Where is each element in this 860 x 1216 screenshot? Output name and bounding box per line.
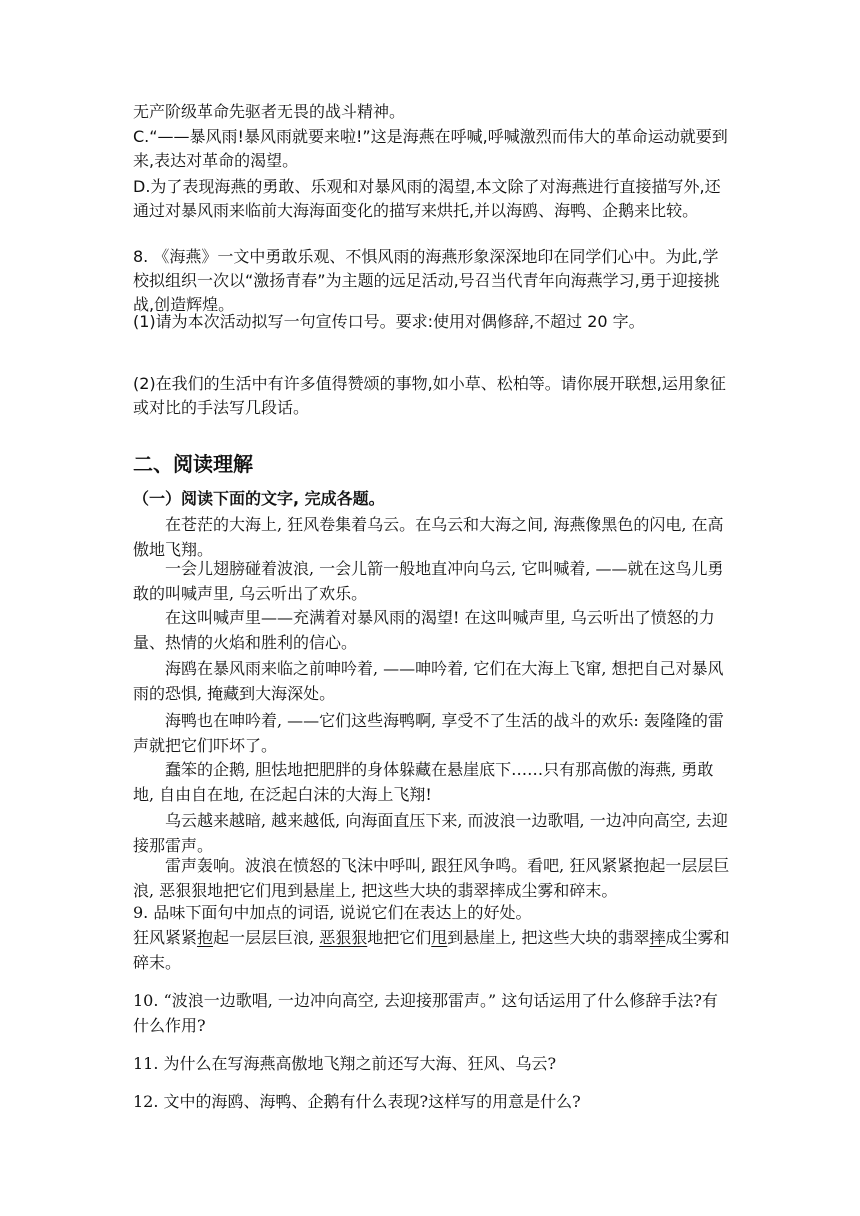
question-8: 8. 《海燕》一文中勇敢乐观、不惧风雨的海燕形象深深地印在同学们心中。为此,学校拟组织一次以“激扬青春”为主题的远足活动,号召当代青年向海燕学习,勇于迎接挑战,创造辉煌。 xyxy=(133,247,720,314)
passage-paragraph: 蠢笨的企鹅, 胆怯地把肥胖的身体躲藏在悬崖底下……只有那高傲的海燕, 勇敢地, 自由自在地, 在泛起白沫的大海上飞翔! xyxy=(133,760,714,804)
section-heading-reading: 二、阅读理解 xyxy=(133,452,253,476)
passage-paragraph: 海鸭也在呻吟着, ——它们这些海鸭啊, 享受不了生活的战斗的欢乐: 轰隆隆的雷声就把它们吓坏了。 xyxy=(133,711,724,755)
keyword-shuai2: 摔 xyxy=(649,928,666,947)
option-d: D.为了表现海燕的勇敢、乐观和对暴风雨的渴望,本文除了对海燕进行直接描写外,还通过对暴风雨来临前大海海面变化的描写来烘托,并以海鸥、海鸭、企鹅来比较。 xyxy=(133,177,721,220)
keyword-bao: 抱 xyxy=(197,928,214,947)
question-8-part-1: (1)请为本次活动拟写一句宣传口号。要求:使用对偶修辞,不超过 20 字。 xyxy=(133,312,645,331)
option-c: C.“——暴风雨!暴风雨就要来啦!”这是海燕在呼喊,呼喊激烈而伟大的革命运动就要到来,表达对革命的渴望。 xyxy=(133,127,728,170)
question-8-part-2: (2)在我们的生活中有许多值得赞颂的事物,如小草、松柏等。请你展开联想,运用象征或对比的手法写几段话。 xyxy=(133,374,726,417)
passage-instruction: （一）阅读下面的文字, 完成各题。 xyxy=(133,489,385,508)
question-9-sentence: 狂风紧紧抱起一层层巨浪, 恶狠狠地把它们甩到悬崖上, 把这些大块的翡翠摔成尘雾和碎末。 xyxy=(133,928,730,972)
passage-paragraph: 在苍茫的大海上, 狂风卷集着乌云。在乌云和大海之间, 海燕像黑色的闪电, 在高傲地飞翔。 xyxy=(133,515,724,559)
passage-paragraph: 雷声轰响。波浪在愤怒的飞沫中呼叫, 跟狂风争鸣。看吧, 狂风紧紧抱起一层层巨浪, 恶狠狠地把它们甩到悬崖上, 把这些大块的翡翠摔成尘雾和碎末。 xyxy=(133,856,730,900)
question-12: 12. 文中的海鸥、海鸭、企鹅有什么表现?这样写的用意是什么? xyxy=(133,1092,581,1111)
keyword-shuai: 甩 xyxy=(431,928,448,947)
passage-paragraph: 在这叫喊声里——充满着对暴风雨的渴望! 在这叫喊声里, 乌云听出了愤怒的力量、热情的火焰和胜利的信心。 xyxy=(133,608,715,652)
question-9: 9. 品味下面句中加点的词语, 说说它们在表达上的好处。 xyxy=(133,903,532,922)
passage-paragraph: 一会儿翅膀碰着波浪, 一会儿箭一般地直冲向乌云, 它叫喊着, ——就在这鸟儿勇敢的叫喊声里, 乌云听出了欢乐。 xyxy=(133,559,724,603)
question-10: 10. “波浪一边歌唱, 一边冲向高空, 去迎接那雷声。” 这句话运用了什么修辞手法?有什么作用? xyxy=(133,991,718,1035)
keyword-ehenhen: 恶狠狠 xyxy=(319,928,368,947)
passage-paragraph: 乌云越来越暗, 越来越低, 向海面直压下来, 而波浪一边歌唱, 一边冲向高空, 去迎接那雷声。 xyxy=(133,811,728,855)
question-11: 11. 为什么在写海燕高傲地飞翔之前还写大海、狂风、乌云? xyxy=(133,1054,557,1073)
passage-paragraph: 海鸥在暴风雨来临之前呻吟着, ——呻吟着, 它们在大海上飞窜, 想把自己对暴风雨的恐惧, 掩藏到大海深处。 xyxy=(133,659,724,703)
option-b-continuation: 无产阶级革命先驱者无畏的战斗精神。 xyxy=(133,102,406,121)
